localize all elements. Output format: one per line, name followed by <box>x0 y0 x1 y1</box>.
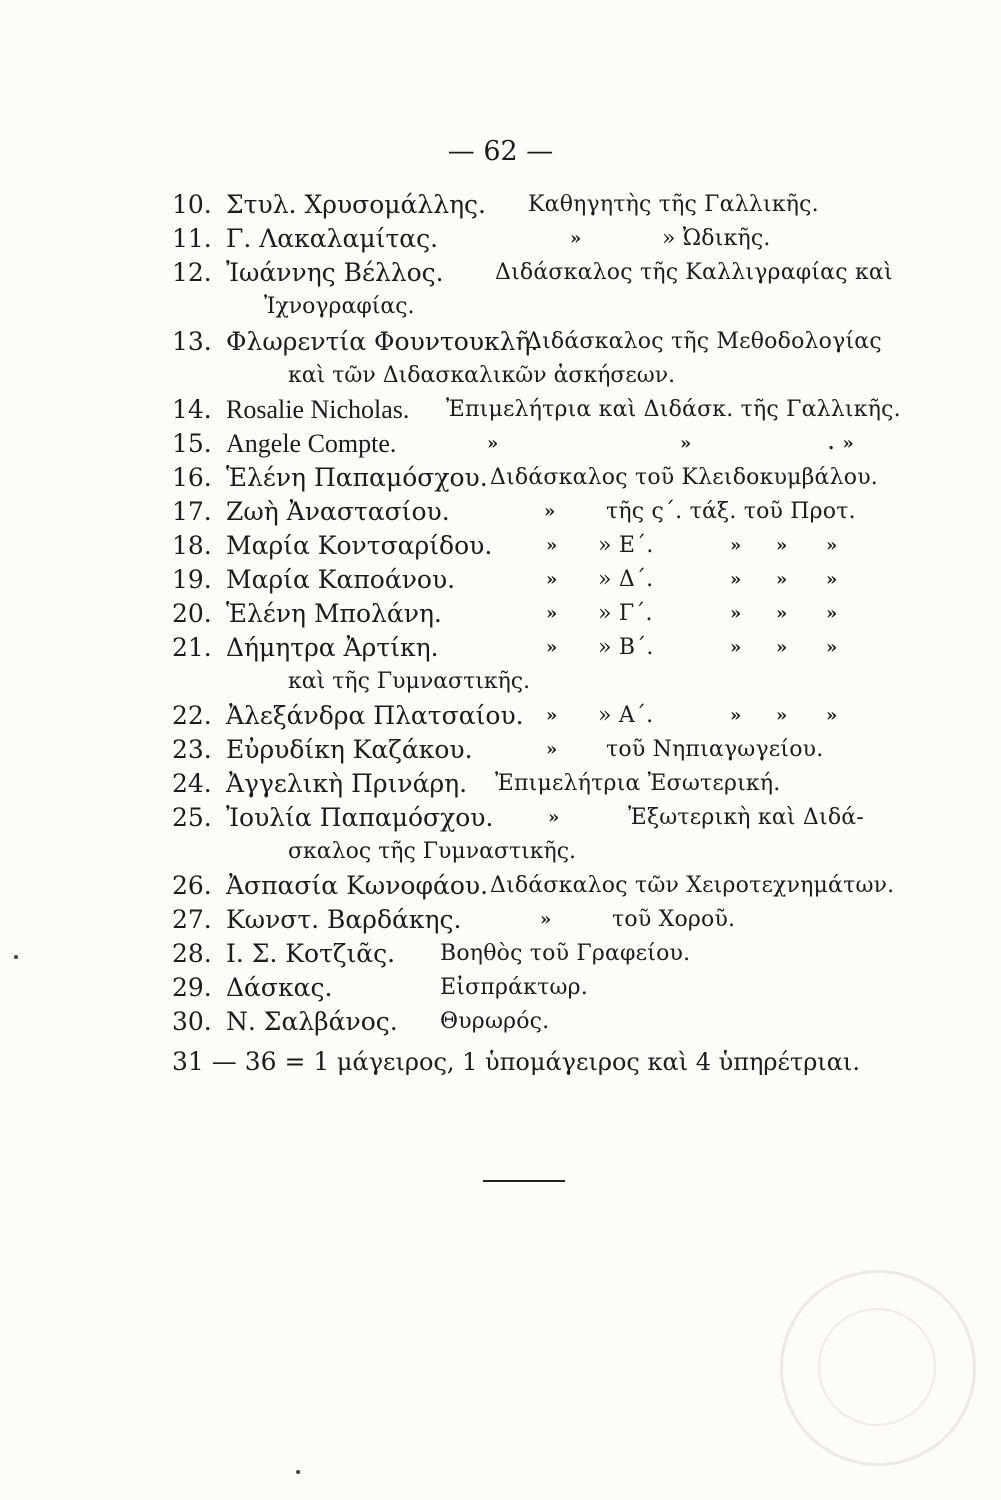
list-item <box>0 393 1001 427</box>
entry-role-continuation: καὶ τῆς Γυμναστικῆς. <box>288 669 531 694</box>
ditto-mark: » <box>546 705 559 726</box>
entry-name: Εὐρυδίκη Καζάκου. <box>226 735 473 764</box>
ditto-mark: » <box>548 807 561 828</box>
footer-text: μάγειρος, 1 ὑπομάγειρος καὶ 4 ὑπηρέτριαι. <box>336 1048 860 1076</box>
entry-name: Ἀγγελικὴ Πρινάρη. <box>226 769 468 798</box>
entry-name: Ἀσπασία Κωνοφάου. <box>226 871 489 900</box>
list-item <box>0 427 1001 461</box>
stray-mark <box>14 955 18 959</box>
entry-name: Μαρία Κοντσαρίδου. <box>226 531 493 560</box>
ditto-mark: » <box>544 501 557 522</box>
entry-number: 23. <box>172 735 212 764</box>
list-item <box>0 1005 1001 1039</box>
entry-role: » Β΄. <box>598 635 654 660</box>
list-item <box>0 529 1001 563</box>
entry-number: 20. <box>172 599 212 628</box>
entry-name: Στυλ. Χρυσομάλλης. <box>226 190 486 219</box>
entry-name: Ἑλένη Παπαμόσχου. <box>226 463 488 492</box>
ditto-mark: » <box>776 637 789 658</box>
entry-role: Ἐπιμελήτρια Ἐσωτερική. <box>495 771 781 796</box>
entry-name: Ι. Σ. Κοτζιᾶς. <box>226 939 396 968</box>
entry-role-continuation: καὶ τῶν Διδασκαλικῶν ἀσκήσεων. <box>288 363 676 388</box>
ditto-mark: » <box>826 603 839 624</box>
entry-number: 13. <box>172 327 212 356</box>
entry-role: Ἐπιμελήτρια καὶ Διδάσκ. τῆς Γαλλικῆς. <box>446 397 901 422</box>
library-seal <box>780 1270 976 1466</box>
ditto-mark: » <box>730 603 743 624</box>
entry-name: Ν. Σαλβάνος. <box>226 1007 398 1036</box>
entry-number: 10. <box>172 190 212 219</box>
list-item <box>0 597 1001 631</box>
entry-name: Γ. Λακαλαμίτας. <box>226 224 439 253</box>
entry-role: » Ε΄. <box>598 533 654 558</box>
list-item <box>0 971 1001 1005</box>
entry-number: 29. <box>172 973 212 1002</box>
entry-name: Angele Compte. <box>226 429 397 458</box>
entry-role: Διδάσκαλος τῆς Μεθοδολογίας <box>526 329 882 354</box>
ditto-mark: » <box>730 705 743 726</box>
ditto-mark: » <box>776 569 789 590</box>
entry-number: 16. <box>172 463 212 492</box>
ditto-mark: » <box>546 637 559 658</box>
list-item <box>0 733 1001 767</box>
entry-role: Ἐξωτερικὴ καὶ Διδά- <box>628 805 864 830</box>
footer-summary <box>172 1045 860 1079</box>
entry-role: Διδάσκαλος τοῦ Κλειδοκυμβάλου. <box>490 465 878 490</box>
list-item <box>0 256 1001 290</box>
entry-name: Κωνστ. Βαρδάκης. <box>226 905 462 934</box>
list-item <box>0 903 1001 937</box>
ditto-mark: » <box>680 433 693 454</box>
entry-number: 27. <box>172 905 212 934</box>
entry-number: 30. <box>172 1007 212 1036</box>
entry-role: Διδάσκαλος τῶν Χειροτεχνημάτων. <box>490 873 895 898</box>
entry-name: Δήμητρα Ἀρτίκη. <box>226 633 439 662</box>
entry-name: Ζωὴ Ἀναστασίου. <box>226 497 450 526</box>
footer-range: 31 — 36 = 1 <box>172 1047 330 1076</box>
entry-number: 21. <box>172 633 212 662</box>
entry-role: » Γ΄. <box>598 601 653 626</box>
entry-role: Βοηθὸς τοῦ Γραφείου. <box>440 941 691 966</box>
entry-number: 22. <box>172 701 212 730</box>
library-seal-inner <box>818 1308 936 1426</box>
entry-role: » Ὠδικῆς. <box>662 226 771 251</box>
list-item-continuation <box>0 359 1001 393</box>
entry-role: Θυρωρός. <box>440 1009 550 1034</box>
entry-role: » Δ΄. <box>598 567 654 592</box>
entry-role: τοῦ Νηπιαγωγείου. <box>606 737 824 762</box>
ditto-mark: » <box>546 739 559 760</box>
entry-name: Δάσκας. <box>226 973 333 1002</box>
entry-number: 15. <box>172 429 212 458</box>
entry-name: Ἰωάννης Βέλλος. <box>226 258 444 287</box>
ditto-mark: » <box>826 705 839 726</box>
entry-number: 11. <box>172 224 212 253</box>
entry-role-continuation: σκαλος τῆς Γυμναστικῆς. <box>288 839 577 864</box>
entry-name: Ἰουλία Παπαμόσχου. <box>226 803 494 832</box>
section-divider <box>483 1180 565 1182</box>
list-item-continuation <box>0 665 1001 699</box>
ditto-mark: » <box>730 569 743 590</box>
entry-name: Μαρία Καποάνου. <box>226 565 456 594</box>
list-item-continuation <box>0 290 1001 324</box>
list-item <box>0 495 1001 529</box>
entry-number: 19. <box>172 565 212 594</box>
entry-number: 26. <box>172 871 212 900</box>
ditto-mark: . » <box>828 433 855 454</box>
ditto-mark: » <box>776 535 789 556</box>
list-item <box>0 699 1001 733</box>
list-item <box>0 222 1001 256</box>
entry-number: 14. <box>172 395 212 424</box>
list-item <box>0 937 1001 971</box>
entry-name: Φλωρεντία Φουντουκλῆ. <box>226 327 539 356</box>
stray-mark <box>296 1470 300 1474</box>
entry-number: 12. <box>172 258 212 287</box>
entry-name-continuation: Ἰχνογραφίας. <box>264 294 415 319</box>
ditto-mark: » <box>546 535 559 556</box>
entry-name: Ἑλένη Μπολάνη. <box>226 599 442 628</box>
entry-name: Ἀλεξάνδρα Πλατσαίου. <box>226 701 524 730</box>
list-item <box>0 188 1001 222</box>
page-number: — 62 — <box>447 136 554 167</box>
list-item <box>0 869 1001 903</box>
entry-number: 28. <box>172 939 212 968</box>
ditto-mark: » <box>546 569 559 590</box>
entry-role: τῆς ς΄. τάξ. τοῦ Προτ. <box>606 499 856 524</box>
entry-role: Εἰσπράκτωρ. <box>440 975 588 1000</box>
list-item <box>0 461 1001 495</box>
list-item <box>0 801 1001 835</box>
ditto-mark: » <box>730 535 743 556</box>
ditto-mark: » <box>776 705 789 726</box>
list-item <box>0 631 1001 665</box>
entry-role: τοῦ Χοροῦ. <box>612 907 736 932</box>
ditto-mark: » <box>776 603 789 624</box>
ditto-mark: » <box>826 569 839 590</box>
entry-role: Διδάσκαλος τῆς Καλλιγραφίας καὶ <box>495 260 893 285</box>
ditto-mark: » <box>570 228 583 249</box>
entry-role: » Α΄. <box>598 703 654 728</box>
list-item <box>0 563 1001 597</box>
entry-number: 18. <box>172 531 212 560</box>
list-item <box>0 767 1001 801</box>
ditto-mark: » <box>540 909 553 930</box>
ditto-mark: » <box>826 637 839 658</box>
entry-number: 25. <box>172 803 212 832</box>
ditto-mark: » <box>487 433 500 454</box>
ditto-mark: » <box>730 637 743 658</box>
list-item-continuation <box>0 835 1001 869</box>
ditto-mark: » <box>826 535 839 556</box>
entry-number: 24. <box>172 769 212 798</box>
entry-name: Rosalie Nicholas. <box>226 395 410 424</box>
entry-number: 17. <box>172 497 212 526</box>
list-item <box>0 325 1001 359</box>
entry-role: Καθηγητὴς τῆς Γαλλικῆς. <box>528 192 819 217</box>
ditto-mark: » <box>546 603 559 624</box>
